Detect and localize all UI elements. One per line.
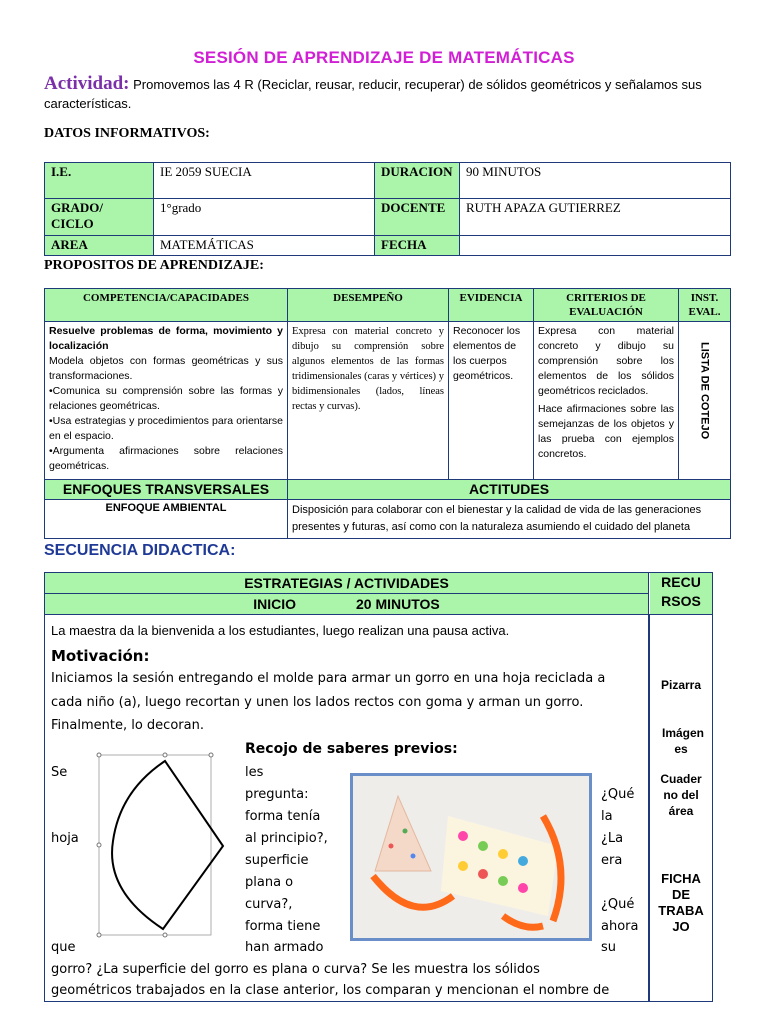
right-word: ¿La [601,831,624,846]
bienvenida-text: La maestra da la bienvenida a los estudiantes, luego realizan una pausa activa. [51,623,510,638]
criterio-item: Expresa con material concreto y dibujo su comprensión sobre los elementos de los sólidos geométricos reciclados. [538,325,674,397]
header-evidencia: EVIDENCIA [449,289,534,322]
strategies-header: ESTRATEGIAS / ACTIVIDADES [45,573,649,594]
question-word: plana o [245,875,294,890]
sector-shape [112,761,223,929]
instrumento-text: LISTA DE COTEJO [698,342,711,440]
question-word: curva?, [245,897,293,912]
info-table [44,162,731,256]
evidencia-cell: Reconocer los elementos de los cuerpos geométricos. [449,322,534,480]
handle-dot [97,753,101,757]
handle-dot [163,933,167,937]
minutos-label: 20 MINUTOS [356,596,440,612]
left-word: que [51,940,76,955]
right-word: la [601,809,613,824]
actitudes-header: ACTITUDES [288,480,731,500]
ie-value: IE 2059 SUECIA [154,163,375,199]
ie-label: I.E. [45,163,154,199]
recursos-header: RECU RSOS [650,573,712,615]
area-value: MATEMÁTICAS [154,236,375,256]
recurso-cuaderno: Cuader no del área [660,772,702,818]
propositos-table [44,288,731,539]
docente-value: RUTH APAZA GUTIERREZ [460,199,731,236]
question-word: al principio?, [245,831,328,846]
question-word: forma tenía [245,809,321,824]
propositos-title: PROPOSITOS DE APRENDIZAJE: [44,258,264,273]
right-word: ¿Qué [601,897,635,912]
secuencia-table [44,572,713,1002]
selection-box [99,755,211,935]
recurso-imagenes: Imágen es [662,726,705,756]
header-instrumento: INST. EVAL. [679,289,731,322]
right-word: su [601,940,617,955]
handle-dot [163,753,167,757]
party-hat-photo [350,773,592,941]
duracion-label: DURACION [375,163,460,199]
right-word: ahora [601,919,639,934]
secuencia-title: SECUENCIA DIDACTICA: [44,542,236,559]
header-desempeno: DESEMPEÑO [288,289,449,322]
datos-title: DATOS INFORMATIVOS: [44,126,210,141]
question-word: forma tiene [245,919,321,934]
question-word: superficie [245,853,309,868]
actitud-cell: Disposición para colaborar con el bienestar y la calidad de vida de las generaciones presentes y futuras, así como con la naturaleza asumiendo el cuidado del planeta [288,500,731,539]
activity-label: Actividad: [44,73,130,94]
question-word: pregunta: [245,787,309,802]
area-label: AREA [45,236,154,256]
closing-line: gorro? ¿La superficie del gorro es plana o curva? Se les muestra los sólidos [51,962,540,977]
motivacion-line: cada niño (a), luego recortan y unen los lados rectos con goma y arman un gorro. [51,695,584,710]
enfoques-header: ENFOQUES TRANSVERSALES [45,480,288,500]
motivacion-line: Finalmente, lo decoran. [51,718,204,733]
question-word: han armado [245,940,324,955]
docente-label: DOCENTE [375,199,460,236]
fecha-label: FECHA [375,236,460,256]
handle-dot [209,753,213,757]
capacidad-item: •Argumenta afirmaciones sobre relaciones geométricas. [49,445,283,472]
competencia-cell [45,322,288,480]
inicio-row [45,594,649,615]
criterio-item: Hace afirmaciones sobre las semejanzas de los objetos y las prueba con ejemplos concretos. [538,403,674,460]
criterios-cell [534,322,679,480]
recurso-ficha: FICHA DE TRABA JO [658,871,704,934]
duracion-value: 90 MINUTOS [460,163,731,199]
handle-dot [97,933,101,937]
instrumento-cell [679,322,731,480]
motivacion-line: Iniciamos la sesión entregando el molde para armar un gorro en una hoja reciclada a [51,671,606,686]
desempeno-cell: Expresa con material concreto y dibujo su comprensión sobre algunos elementos de las formas tridimensionales (caras y vértices) y bidimensionales (lados, líneas rectas y curvas). [288,322,449,480]
capacidad-item: •Comunica su comprensión sobre las formas y relaciones geométricas. [49,385,283,412]
activity-text: Promovemos las 4 R (Reciclar, reusar, reducir, recuperar) de sólidos geométricos y señalamos sus características. [44,77,702,111]
closing-line: geométricos trabajados en la clase anterior, los comparan y mencionan el nombre de [51,983,610,998]
recojo-title: Recojo de saberes previos: [245,741,458,757]
page-title: SESIÓN DE APRENDIZAJE DE MATEMÁTICAS [193,48,575,67]
header-criterios: CRITERIOS DE EVALUACIÓN [534,289,679,322]
grado-value: 1°grado [154,199,375,236]
capacidad-item: •Usa estrategias y procedimientos para orientarse en el espacio. [49,415,283,442]
question-word: les [245,765,264,780]
left-word: hoja [51,831,79,846]
cone-template-drawing [95,751,245,941]
inicio-label: INICIO [253,596,296,612]
capacidad-item: Modela objetos con formas geométricas y sus transformaciones. [49,355,283,382]
handle-dot [97,843,101,847]
competencia-title: Resuelve problemas de forma, movimiento y localización [49,325,283,352]
right-word: ¿Qué [601,787,635,802]
activity-line [44,74,734,113]
fecha-value [460,236,731,256]
left-word: Se [51,765,68,780]
right-word: era [601,853,623,868]
motivacion-title: Motivación: [51,647,150,665]
enfoque-cell: ENFOQUE AMBIENTAL [45,500,288,539]
photo-illustration [353,776,589,938]
header-competencia: COMPETENCIA/CAPACIDADES [45,289,288,322]
grado-label: GRADO/ CICLO [45,199,154,236]
recurso-pizarra: Pizarra [660,678,702,692]
